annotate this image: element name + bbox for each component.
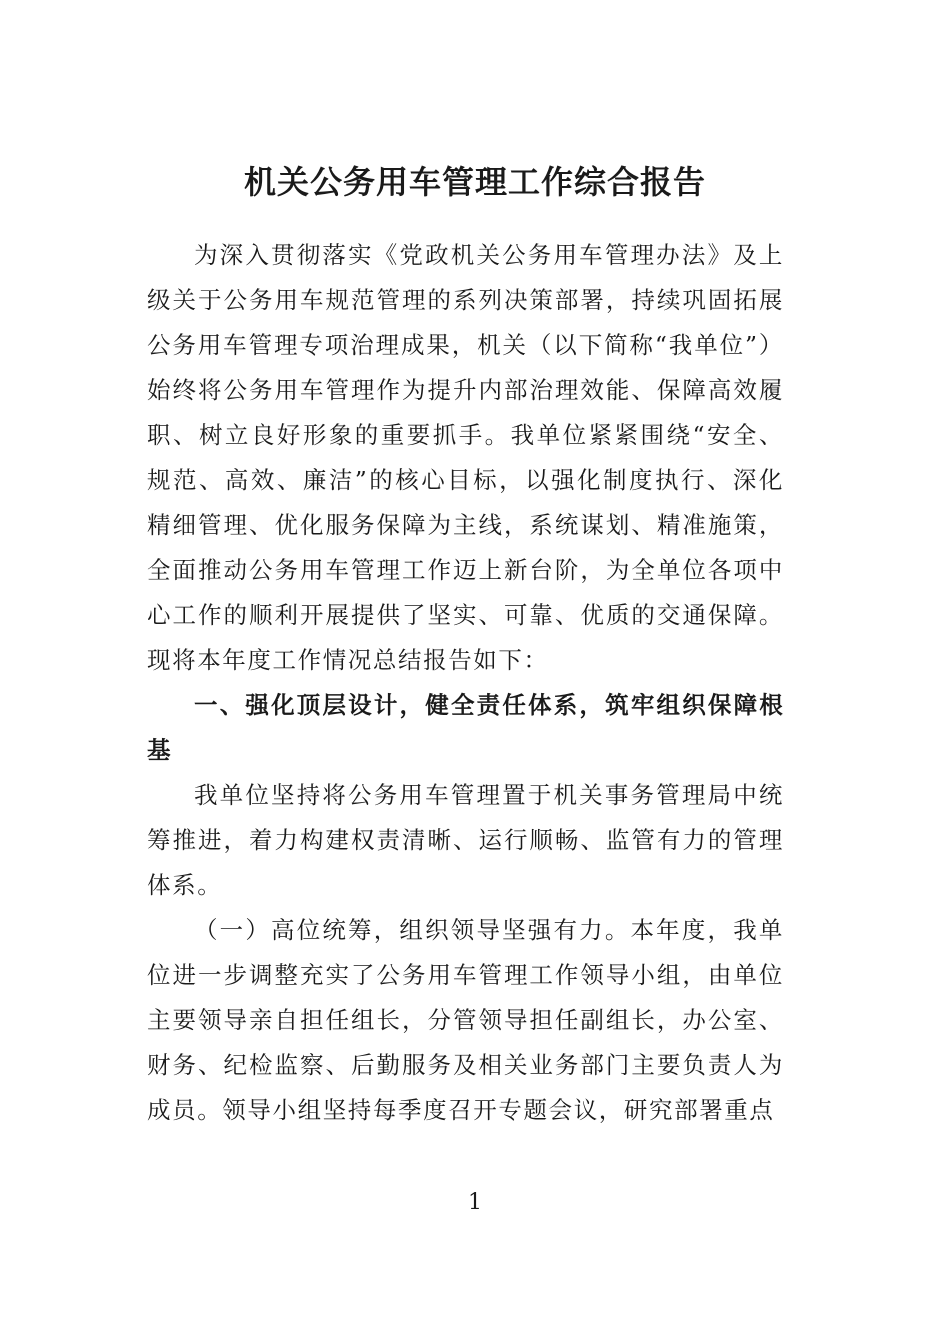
document-title: 机关公务用车管理工作综合报告: [243, 163, 706, 201]
document-body: [147, 233, 784, 1133]
intro-paragraph: 为深入贯彻落实《党政机关公务用车管理办法》及上级关于公务用车规范管理的系列决策部署，持续巩固拓展公务用车管理专项治理成果，机关（以下简称“我单位”）始终将公务用车管理作为提升内部治理效能、保障高效履职、树立良好形象的重要抓手。我单位紧紧围绕“安全、规范、高效、廉洁”的核心目标，以强化制度执行、深化精细管理、优化服务保障为主线，系统谋划、精准施策，全面推动公务用车管理工作迈上新台阶，为全单位各项中心工作的顺利开展提供了坚实、可靠、优质的交通保障。现将本年度工作情况总结报告如下：: [147, 241, 784, 674]
section-1-paragraph: 我单位坚持将公务用车管理置于机关事务管理局中统筹推进，着力构建权责清晰、运行顺畅、监管有力的管理体系。: [147, 781, 784, 899]
page-number: 1: [468, 1190, 482, 1215]
section-1-heading: 一、强化顶层设计，健全责任体系，筑牢组织保障根基: [147, 691, 784, 764]
subsection-1-paragraph: （一）高位统筹，组织领导坚强有力。本年度，我单位进一步调整充实了公务用车管理工作领导小组，由单位主要领导亲自担任组长，分管领导担任副组长，办公室、财务、纪检监察、后勤服务及相关业务部门主要负责人为成员。领导小组坚持每季度召开专题会议，研究部署重点: [147, 916, 784, 1124]
